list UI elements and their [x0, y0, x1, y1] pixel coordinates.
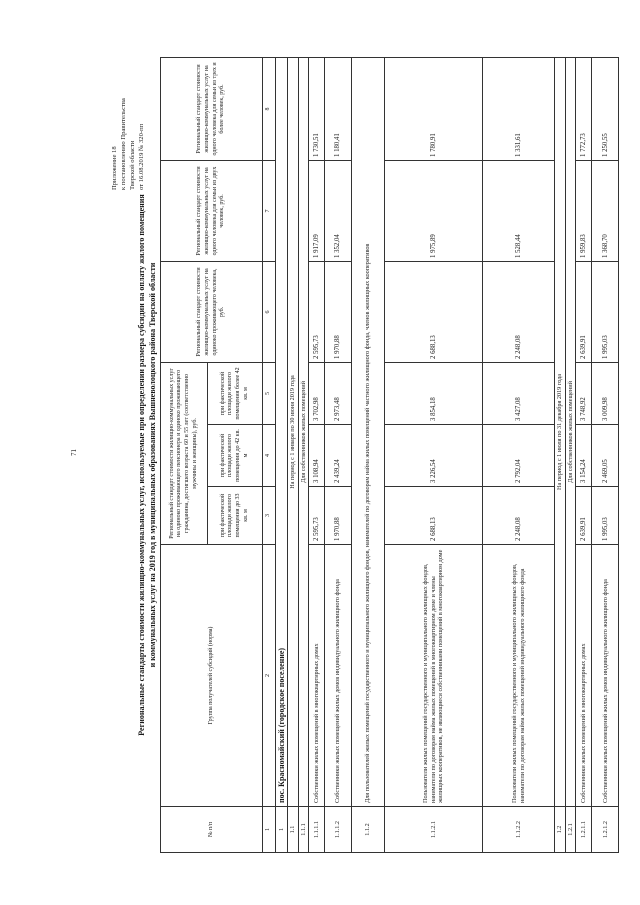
page-number: 71: [70, 449, 78, 456]
table-row: [309, 57, 325, 852]
section-label: пос. Красномайский (городское поселение): [276, 57, 288, 806]
value-cell: 1 970,88: [325, 261, 352, 362]
row-number: 1.2.1: [565, 807, 576, 853]
value-cell: 1 331,61: [483, 57, 555, 160]
column-number: 4: [263, 425, 276, 487]
value-cell: 1 780,91: [385, 57, 483, 160]
row-number: 1.1: [288, 807, 299, 853]
value-cell: 3 154,24: [576, 425, 592, 487]
subgroup-label: Для собственников жилых помещений: [298, 57, 309, 806]
period-label: На период с 1 января по 30 июня 2019 года: [288, 57, 299, 806]
period-row: [555, 57, 566, 852]
row-label: Пользователи жилых помещений государственного и муниципального жилищных фондов, наниматели по договорам найма жилых помещений индивидуального жилищного фонда: [483, 545, 555, 807]
value-cell: 2 639,91: [576, 487, 592, 545]
column-number: 3: [263, 487, 276, 545]
column-number: 5: [263, 362, 276, 424]
value-cell: 1 528,44: [483, 160, 555, 261]
row-number: 1.2.1.2: [592, 807, 619, 853]
header-number: № п/п: [161, 807, 263, 853]
row-label: Собственники жилых помещений жилых домов индивидуального жилищного фонда: [325, 545, 352, 807]
value-cell: 2 248,08: [483, 261, 555, 362]
table-row: [325, 57, 352, 852]
table-row: [592, 57, 619, 852]
value-cell: 2 595,73: [309, 487, 325, 545]
value-cell: 1 995,03: [592, 261, 619, 362]
row-number: 1.1.1: [298, 807, 309, 853]
header-three-person-standard: Региональный стандарт стоимости жилищно-коммунальных услуг на одного человека для семьи из трех и более человек, руб.: [161, 57, 263, 160]
subgroup-label: Для пользователей жилых помещений государственного и муниципального жилищного фондов, нанимателей по договорам найма жилых помещений частного жилищного фонда, членов жилищных кооперативов: [352, 57, 385, 806]
column-number: 1: [263, 807, 276, 853]
row-number: 1.1.1.1: [309, 807, 325, 853]
table-row: [385, 57, 483, 852]
row-number: 1.1.1.2: [325, 807, 352, 853]
column-number: 8: [263, 57, 276, 160]
value-cell: 1 180,41: [325, 57, 352, 160]
value-cell: 3 854,18: [385, 362, 483, 424]
header-group: Группа получателей субсидий (норма): [161, 545, 263, 807]
row-label: Собственники жилых помещений в многоквартирных домах: [309, 545, 325, 807]
row-number: 1.1.2.1: [385, 807, 483, 853]
value-cell: 2 248,08: [483, 487, 555, 545]
header-area-42: при фактической площади жилого помещения более 42 кв. м: [208, 362, 263, 424]
value-cell: 1 368,70: [592, 160, 619, 261]
row-number: 1.1.2.2: [483, 807, 555, 853]
value-cell: 3 108,94: [309, 425, 325, 487]
value-cell: 2 973,48: [325, 362, 352, 424]
row-label: Собственники жилых помещений жилых домов индивидуального жилищного фонда: [592, 545, 619, 807]
value-cell: 2 595,73: [309, 261, 325, 362]
column-number-row: [263, 57, 276, 852]
header-single-standard: Региональный стандарт стоимости жилищно-коммунальных услуг на одиноко проживающего человека, руб.: [161, 261, 263, 362]
value-cell: 1 730,51: [309, 57, 325, 160]
value-cell: 3 702,98: [309, 362, 325, 424]
value-cell: 2 439,24: [325, 425, 352, 487]
value-cell: 1 959,83: [576, 160, 592, 261]
row-number: 1.2: [555, 807, 566, 853]
row-number: 1.1.2: [352, 807, 385, 853]
section-row: [276, 57, 288, 852]
appendix-line: к постановлению Правительства: [120, 98, 127, 190]
value-cell: 3 226,54: [385, 425, 483, 487]
period-label: На период с 1 июля по 31 декабря 2019 года: [555, 57, 566, 806]
table-row: [576, 57, 592, 852]
value-cell: 1 772,73: [576, 57, 592, 160]
value-cell: 2 639,91: [576, 261, 592, 362]
value-cell: 1 970,88: [325, 487, 352, 545]
value-cell: 3 427,08: [483, 362, 555, 424]
value-cell: 1 352,04: [325, 160, 352, 261]
value-cell: 3 748,92: [576, 362, 592, 424]
value-cell: 1 995,03: [592, 487, 619, 545]
header-pensioner-standard: Региональный стандарт стоимости жилищно-коммунальных услуг на одиноко проживающего пенсионера и одиноко проживающего гражданина, достигшего возраста 60 и 55 лет (соответственно мужчины и женщины), руб.: [161, 362, 208, 544]
title-line: и коммунальных услуг на 2019 год в муниципальных образованиях Вышневолоцкого района Тверской области: [147, 262, 157, 668]
subgroup-row: [565, 57, 576, 852]
header-area-33: при фактической площади жилого помещения до 33 кв. м: [208, 487, 263, 545]
title-line: Региональные стандарты стоимости жилищно-коммунальных услуг, используемые при определении размера субсидии на оплату жилого помещения: [137, 194, 146, 736]
header-area-33-42: при фактической площади жилого помещения до 42 кв. м: [208, 425, 263, 487]
value-cell: 1 917,09: [309, 160, 325, 261]
value-cell: 2 469,05: [592, 425, 619, 487]
appendix-line: от 16.08.2019 № 320-пп: [138, 123, 145, 190]
appendix-line: Тверской области: [129, 140, 136, 190]
value-cell: 2 688,13: [385, 261, 483, 362]
row-label: Пользователи жилых помещений государственного и муниципального жилищных фондов, наниматели по договорам найма жилых помещений в многоквартирном доме и члены жилищных кооперативов, не являющиеся собственниками помещений в многоквартирном доме: [385, 545, 483, 807]
row-number: 1.2.1.1: [576, 807, 592, 853]
subgroup-row: [352, 57, 385, 852]
value-cell: 1 975,89: [385, 160, 483, 261]
column-number: 2: [263, 545, 276, 807]
subgroup-label: Для собственников жилых помещений: [565, 57, 576, 806]
value-cell: 1 250,55: [592, 57, 619, 160]
value-cell: 2 792,04: [483, 425, 555, 487]
period-row: [288, 57, 299, 852]
table-row: [483, 57, 555, 852]
subgroup-row: [298, 57, 309, 852]
document-title: [137, 85, 158, 845]
column-number: 7: [263, 160, 276, 261]
appendix-line: Приложение 18: [111, 146, 118, 190]
column-number: 6: [263, 261, 276, 362]
row-number: 1: [276, 807, 288, 853]
value-cell: 2 688,13: [385, 487, 483, 545]
row-label: Собственники жилых помещений в многоквартирных домах: [576, 545, 592, 807]
value-cell: 3 009,98: [592, 362, 619, 424]
standards-table: [160, 57, 619, 853]
header-two-person-standard: Региональный стандарт стоимости жилищно-коммунальных услуг на одного человека для семьи из двух человек, руб.: [161, 160, 263, 261]
